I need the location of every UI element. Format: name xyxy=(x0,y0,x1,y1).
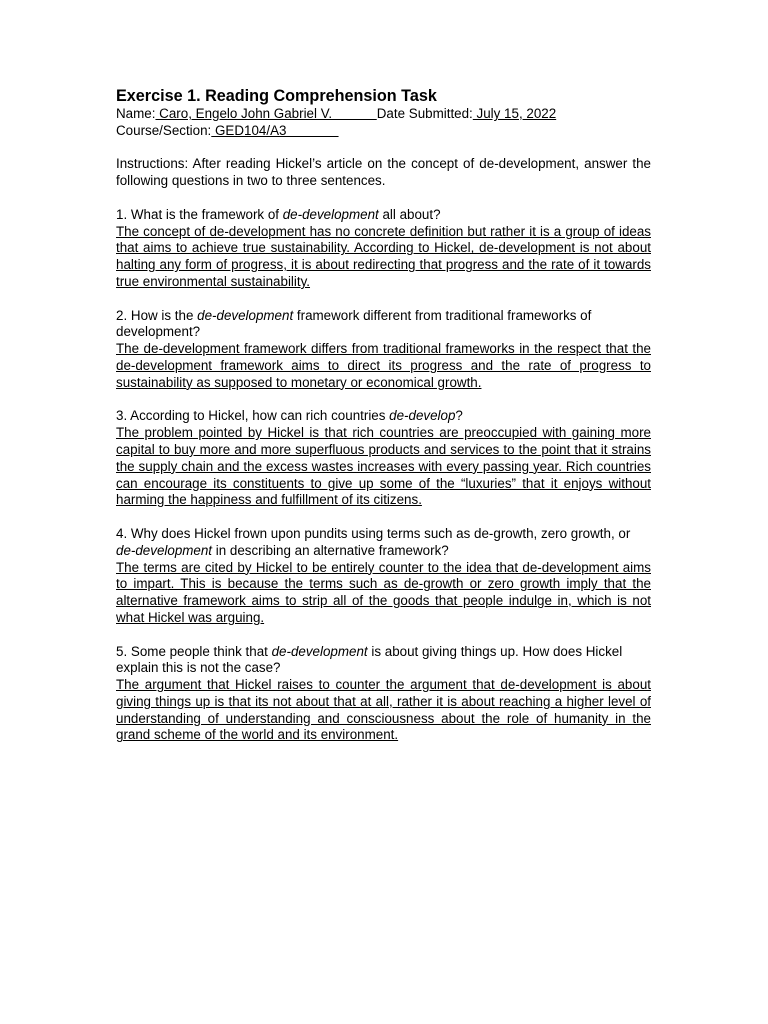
question-prefix: Some people think that xyxy=(130,643,272,659)
question-emphasis: de-develop xyxy=(389,408,456,424)
question-emphasis: de-development xyxy=(197,307,294,323)
name-row xyxy=(116,106,651,123)
course-label: Course/Section: xyxy=(116,122,212,138)
answer-text: The concept of de-development has no concrete definition but rather it is a group of ideas that aims to achieve true sustainability. According to Hickel, de-development is not about halting any form of progress, it is about redirecting that progress and the rate of it towards true environmental sustainability. xyxy=(116,223,651,289)
question-suffix: ? xyxy=(455,408,463,424)
question-text xyxy=(116,644,651,678)
question-block-3 xyxy=(116,408,651,509)
answer-text: The de-development framework differs from traditional frameworks in the respect that the de-development framework aims to direct its progress and the rate of progress to sustainability as supposed to monetary or economical growth. xyxy=(116,341,651,390)
question-suffix: in describing an alternative framework? xyxy=(212,542,449,558)
page-title: Exercise 1. Reading Comprehension Task xyxy=(116,87,437,105)
name-label: Name: xyxy=(116,106,156,121)
question-block-1 xyxy=(116,207,651,291)
question-prefix: How is the xyxy=(130,307,198,323)
question-text xyxy=(116,207,651,224)
question-emphasis: de-development xyxy=(282,206,379,222)
question-suffix: all about? xyxy=(378,206,441,222)
question-emphasis: de-development xyxy=(271,643,368,659)
date-label: Date Submitted: xyxy=(376,106,473,121)
instructions-text: Instructions: After reading Hickel’s article on the concept of de-development, answer the following questions in two to three sentences. xyxy=(116,156,651,189)
question-number: 3. xyxy=(116,408,128,424)
question-block-4 xyxy=(116,526,651,627)
question-text xyxy=(116,308,651,342)
question-emphasis: de-development xyxy=(116,542,213,558)
name-value: Caro, Engelo John Gabriel V. xyxy=(155,106,377,121)
date-value: July 15, 2022 xyxy=(472,106,557,121)
question-block-5 xyxy=(116,644,651,745)
answer-text: The argument that Hickel raises to counter the argument that de-development is about giving things up is that its not about that at all, rather it is about reaching a higher level of understanding of understanding and consciousness about the role of humanity in the grand scheme of the world and its environment. xyxy=(116,677,651,743)
document-page xyxy=(116,86,651,761)
answer-text: The terms are cited by Hickel to be entirely counter to the idea that de-development aims to impart. This is because the terms such as de-growth or zero growth imply that the alternative framework aims to strip all of the goods that people indulge in, which is not what Hickel was arguing. xyxy=(116,559,651,625)
question-number: 2. xyxy=(116,307,128,323)
answer-text: The problem pointed by Hickel is that rich countries are preoccupied with gaining more capital to buy more and more superfluous products and services to the point that it strains the supply chain and the excess wastes increases with every passing year. Rich countries can encourage its constituents to give up some of the “luxuries” that it enjoys without harming the happiness and fulfillment of its citizens. xyxy=(116,425,651,508)
question-number: 4. xyxy=(116,525,128,541)
question-text xyxy=(116,526,651,560)
course-value: GED104/A3 xyxy=(211,122,339,138)
question-prefix: According to Hickel, how can rich countries xyxy=(130,408,390,424)
question-prefix: Why does Hickel frown upon pundits using terms such as de-growth, zero growth, or xyxy=(130,525,631,541)
question-block-2 xyxy=(116,308,651,392)
question-text xyxy=(116,408,651,425)
question-prefix: What is the framework of xyxy=(130,206,283,222)
question-suffix: framework different from traditional frameworks of development? xyxy=(116,307,592,340)
spacer xyxy=(116,140,651,157)
question-suffix: is about giving things up. How does Hickel explain this is not the case? xyxy=(116,643,623,676)
question-number: 1. xyxy=(116,206,128,222)
course-row xyxy=(116,123,651,140)
question-number: 5. xyxy=(116,643,128,659)
